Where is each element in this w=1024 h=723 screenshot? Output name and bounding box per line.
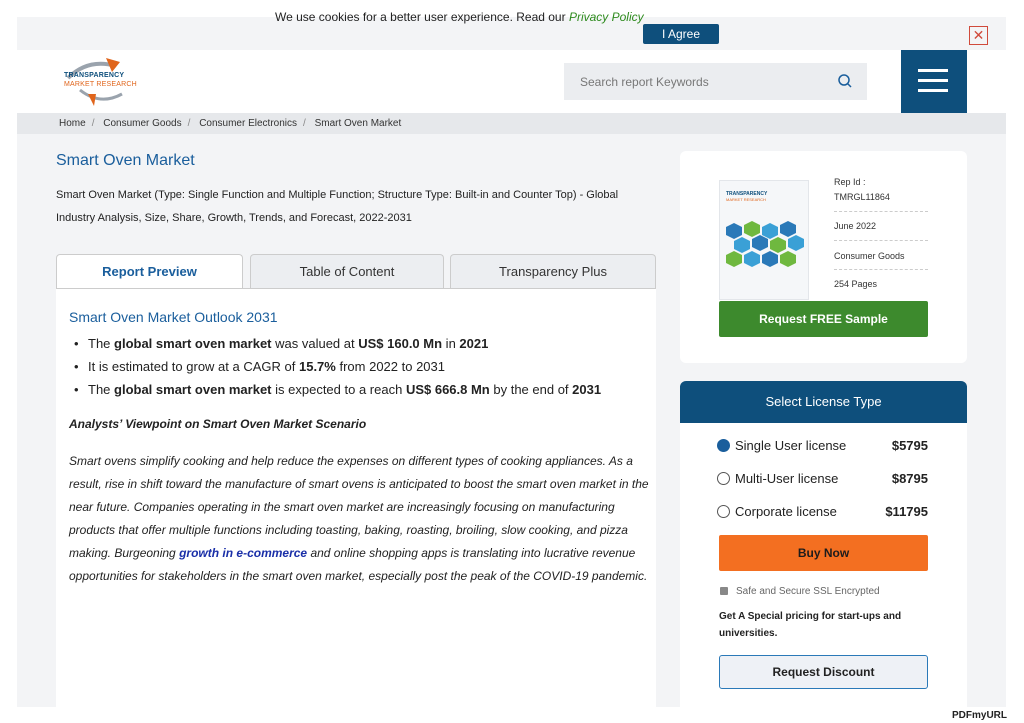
outlook-heading: Smart Oven Market Outlook 2031 xyxy=(69,309,278,325)
tab-transparency-plus[interactable]: Transparency Plus xyxy=(450,254,656,290)
list-item: • It is estimated to grow at a CAGR of 15.7% from 2022 to 2031 xyxy=(88,355,601,378)
tab-table-of-content[interactable]: Table of Content xyxy=(250,254,444,290)
breadcrumb-consumer-goods[interactable]: Consumer Goods xyxy=(103,118,182,129)
search-box[interactable] xyxy=(564,63,867,100)
divider xyxy=(834,211,928,212)
report-pages: 254 Pages xyxy=(834,279,878,289)
divider xyxy=(834,269,928,270)
hamburger-menu-icon[interactable] xyxy=(901,50,967,113)
list-item: • The global smart oven market is expected to a reach US$ 666.8 Mn by the end of 2031 xyxy=(88,378,601,401)
watermark: PDFmyURL xyxy=(952,710,1008,721)
highlights-list xyxy=(88,332,601,401)
license-title: Select License Type xyxy=(680,381,967,423)
radio-icon[interactable] xyxy=(717,472,730,485)
page-subtitle: Smart Oven Market (Type: Single Function and Multiple Function; Structure Type: Built-in and Counter Top) - Global Industry Analysis, Size, Share, Growth, Trends, and Forecast, 2022-2031 xyxy=(56,189,619,224)
license-price: $11795 xyxy=(885,504,928,519)
license-price: $5795 xyxy=(891,438,928,453)
report-cover-image xyxy=(719,180,809,300)
viewpoint-paragraph: Smart ovens simplify cooking and help reduce the expenses on different types of cooking appliances. As a result, rise in shift toward the manufacture of smart ovens is anticipated to boost the smart oven market in the near future. Companies operating in the smart oven market are increasingly focusing on manufacturing products that offer multiple functions including toasting, baking, roasting, broiling, slow cooking, and pizza making. Burgeoning growth in e-commerce and online shopping apps is translating into lucrative revenue opportunities for stakeholders in the smart oven market, especially post the peak of the COVID-19 pandemic. xyxy=(69,454,649,583)
close-icon[interactable]: ✕ xyxy=(969,26,988,45)
buy-now-button[interactable]: Buy Now xyxy=(719,535,928,571)
license-price: $8795 xyxy=(891,471,928,486)
radio-selected-icon[interactable] xyxy=(717,439,730,452)
privacy-policy-link[interactable]: Privacy Policy xyxy=(568,10,644,24)
report-date: June 2022 xyxy=(834,221,877,231)
breadcrumb-consumer-electronics[interactable]: Consumer Electronics xyxy=(199,118,297,129)
breadcrumb: Home / Consumer Goods / Consumer Electronics / Smart Oven Market xyxy=(17,113,1006,134)
logo-text-line1: TRANSPARENCY xyxy=(64,72,125,79)
agree-button[interactable]: I Agree xyxy=(643,24,719,44)
lock-icon xyxy=(720,587,728,595)
ecommerce-link[interactable]: growth in e-commerce xyxy=(179,546,308,560)
report-category: Consumer Goods xyxy=(834,251,905,261)
search-icon[interactable] xyxy=(837,73,853,89)
radio-icon[interactable] xyxy=(717,505,730,518)
breadcrumb-home[interactable]: Home xyxy=(59,118,86,129)
svg-text:MARKET RESEARCH: MARKET RESEARCH xyxy=(726,197,766,202)
license-label: Corporate license xyxy=(735,504,837,519)
license-label: Multi-User license xyxy=(735,471,839,486)
logo-text-line2: MARKET RESEARCH xyxy=(64,81,137,88)
breadcrumb-current: Smart Oven Market xyxy=(314,118,402,129)
list-item: • The global smart oven market was valued at US$ 160.0 Mn in 2021 xyxy=(88,332,601,355)
cookie-message xyxy=(275,10,644,24)
request-discount-button[interactable]: Request Discount xyxy=(719,655,928,689)
rep-id-label: Rep Id : xyxy=(834,177,866,187)
request-sample-button[interactable]: Request FREE Sample xyxy=(719,301,928,337)
search-input[interactable]: Search report Keywords xyxy=(580,75,709,89)
page-title: Smart Oven Market xyxy=(56,152,195,169)
svg-text:TRANSPARENCY: TRANSPARENCY xyxy=(726,191,768,197)
divider xyxy=(834,240,928,241)
viewpoint-heading: Analysts’ Viewpoint on Smart Oven Market Scenario xyxy=(69,417,367,431)
rep-id-value: TMRGL11864 xyxy=(834,192,890,202)
tab-report-preview[interactable]: Report Preview xyxy=(56,254,243,290)
ssl-note: Safe and Secure SSL Encrypted xyxy=(720,586,880,597)
cookie-text: We use cookies for a better user experience. Read our xyxy=(275,10,566,24)
special-pricing-note: Get A Special pricing for start-ups and universities. xyxy=(719,611,902,639)
license-label: Single User license xyxy=(735,438,847,453)
